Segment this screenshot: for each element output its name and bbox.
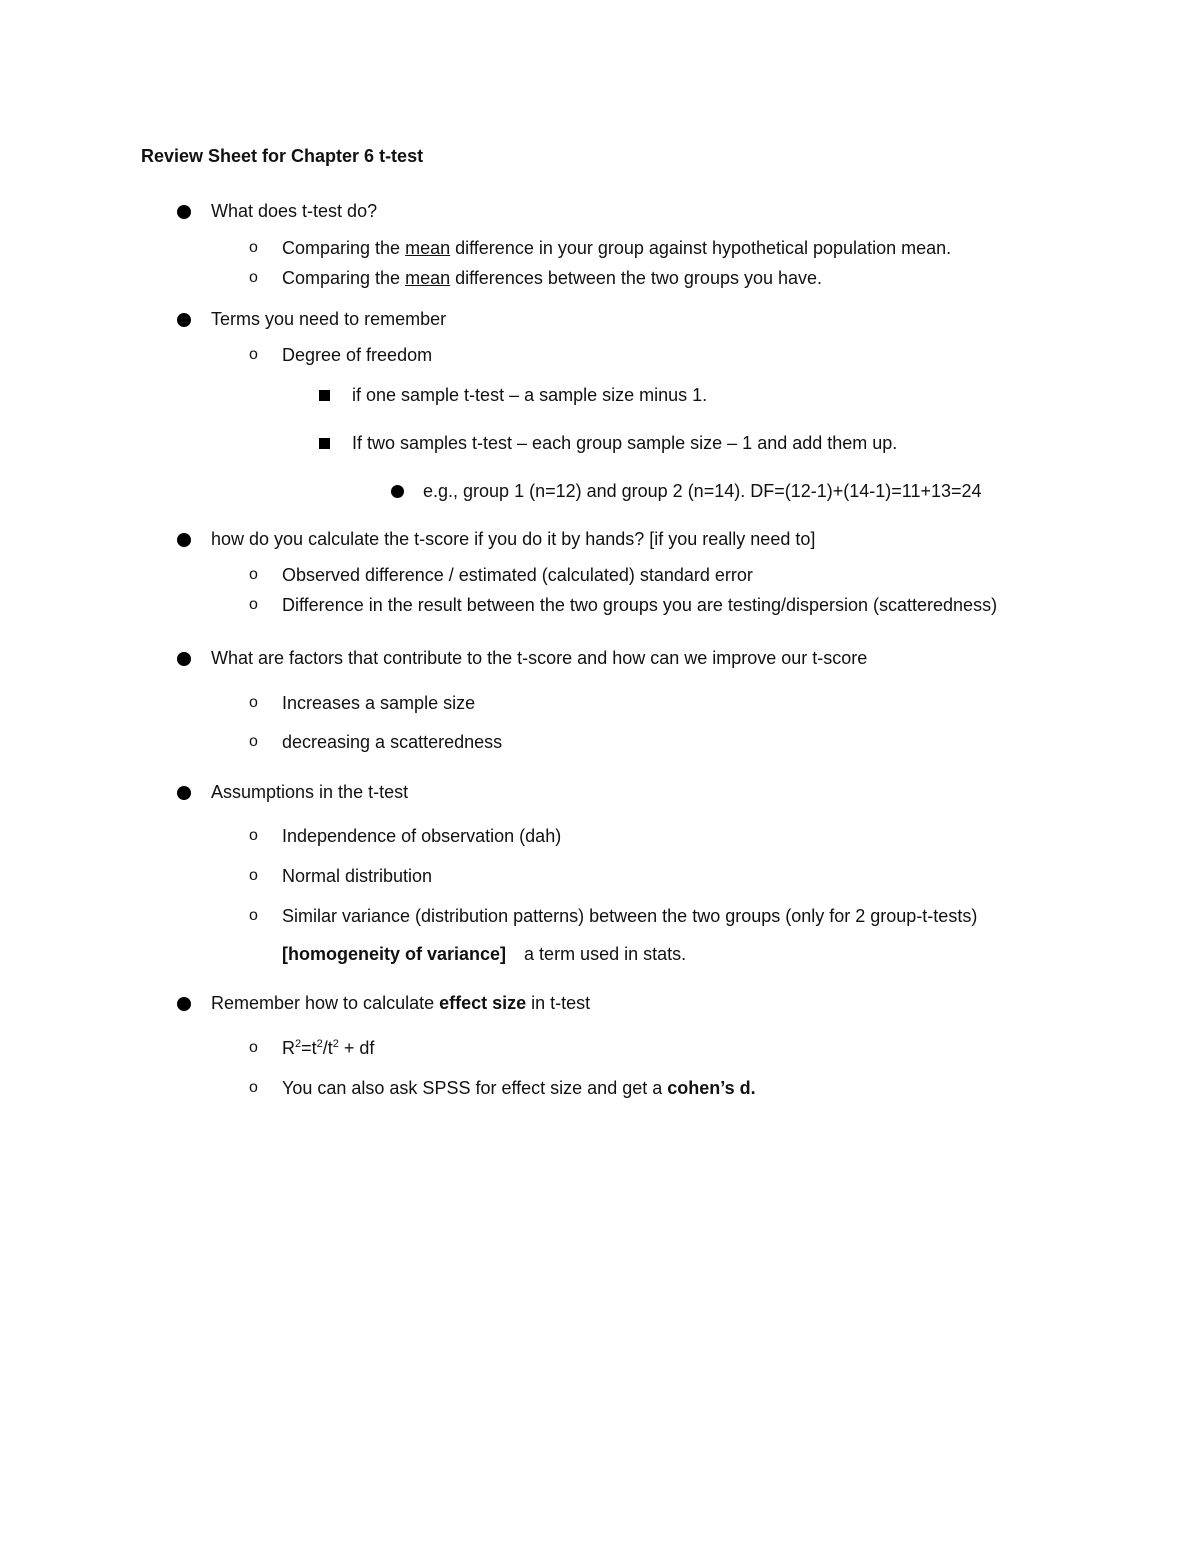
list-item: if one sample t-test – a sample size minus 1. [352,385,708,405]
circle-bullet-icon: o [249,596,258,613]
list-item: If two samples t-test – each group sample size – 1 and add them up. [352,433,898,453]
circle-bullet-icon: o [249,694,258,711]
list-item: Independence of observation (dah) [282,826,562,846]
bullet-dot-icon [391,485,404,498]
circle-bullet-icon: o [249,827,258,844]
circle-bullet-icon: o [249,867,258,884]
circle-bullet-icon: o [249,346,258,363]
section-heading: What does t-test do? [211,201,378,221]
list-item: Comparing the mean differences between the two groups you have. [282,268,823,288]
circle-bullet-icon: o [249,1079,258,1096]
list-item: Observed difference / estimated (calculated) standard error [282,565,753,585]
list-item: e.g., group 1 (n=12) and group 2 (n=14). DF=(12-1)+(14-1)=11+13=24 [423,481,982,501]
list-item: You can also ask SPSS for effect size and get a cohen’s d. [282,1078,756,1098]
formula: $R^2=t^2/t^2$ + df [282,1038,375,1058]
bullet-dot-icon [177,652,191,666]
bullet-dot-icon [177,786,191,800]
section-heading: Terms you need to remember [211,309,447,329]
bullet-dot-icon [177,205,191,219]
bullet-dot-icon [177,533,191,547]
section-heading: Remember how to calculate effect size in t-test [211,993,591,1013]
page-title: Review Sheet for Chapter 6 t-test [141,146,424,166]
section-heading: Assumptions in the t-test [211,782,409,802]
circle-bullet-icon: o [249,239,258,256]
square-bullet-icon [319,390,330,401]
list-item: Comparing the mean difference in your group against hypothetical population mean. [282,238,952,258]
list-item: Increases a sample size [282,693,476,713]
section-heading: how do you calculate the t-score if you do it by hands? [if you really need to] [211,529,816,549]
section-heading: What are factors that contribute to the t-score and how can we improve our t-score [211,648,868,668]
list-item: decreasing a scatteredness [282,732,503,752]
list-item-continuation: [homogeneity of variance] a term used in stats. [282,944,687,964]
circle-bullet-icon: o [249,1039,258,1056]
circle-bullet-icon: o [249,269,258,286]
bullet-dot-icon [177,997,191,1011]
list-item: Normal distribution [282,866,433,886]
bullet-dot-icon [177,313,191,327]
circle-bullet-icon: o [249,733,258,750]
list-item: Difference in the result between the two groups you are testing/dispersion (scatteredness) [282,595,998,615]
list-item: Degree of freedom [282,345,433,365]
circle-bullet-icon: o [249,907,258,924]
square-bullet-icon [319,438,330,449]
list-item: Similar variance (distribution patterns) between the two groups (only for 2 group-t-tests) [282,906,978,926]
circle-bullet-icon: o [249,566,258,583]
